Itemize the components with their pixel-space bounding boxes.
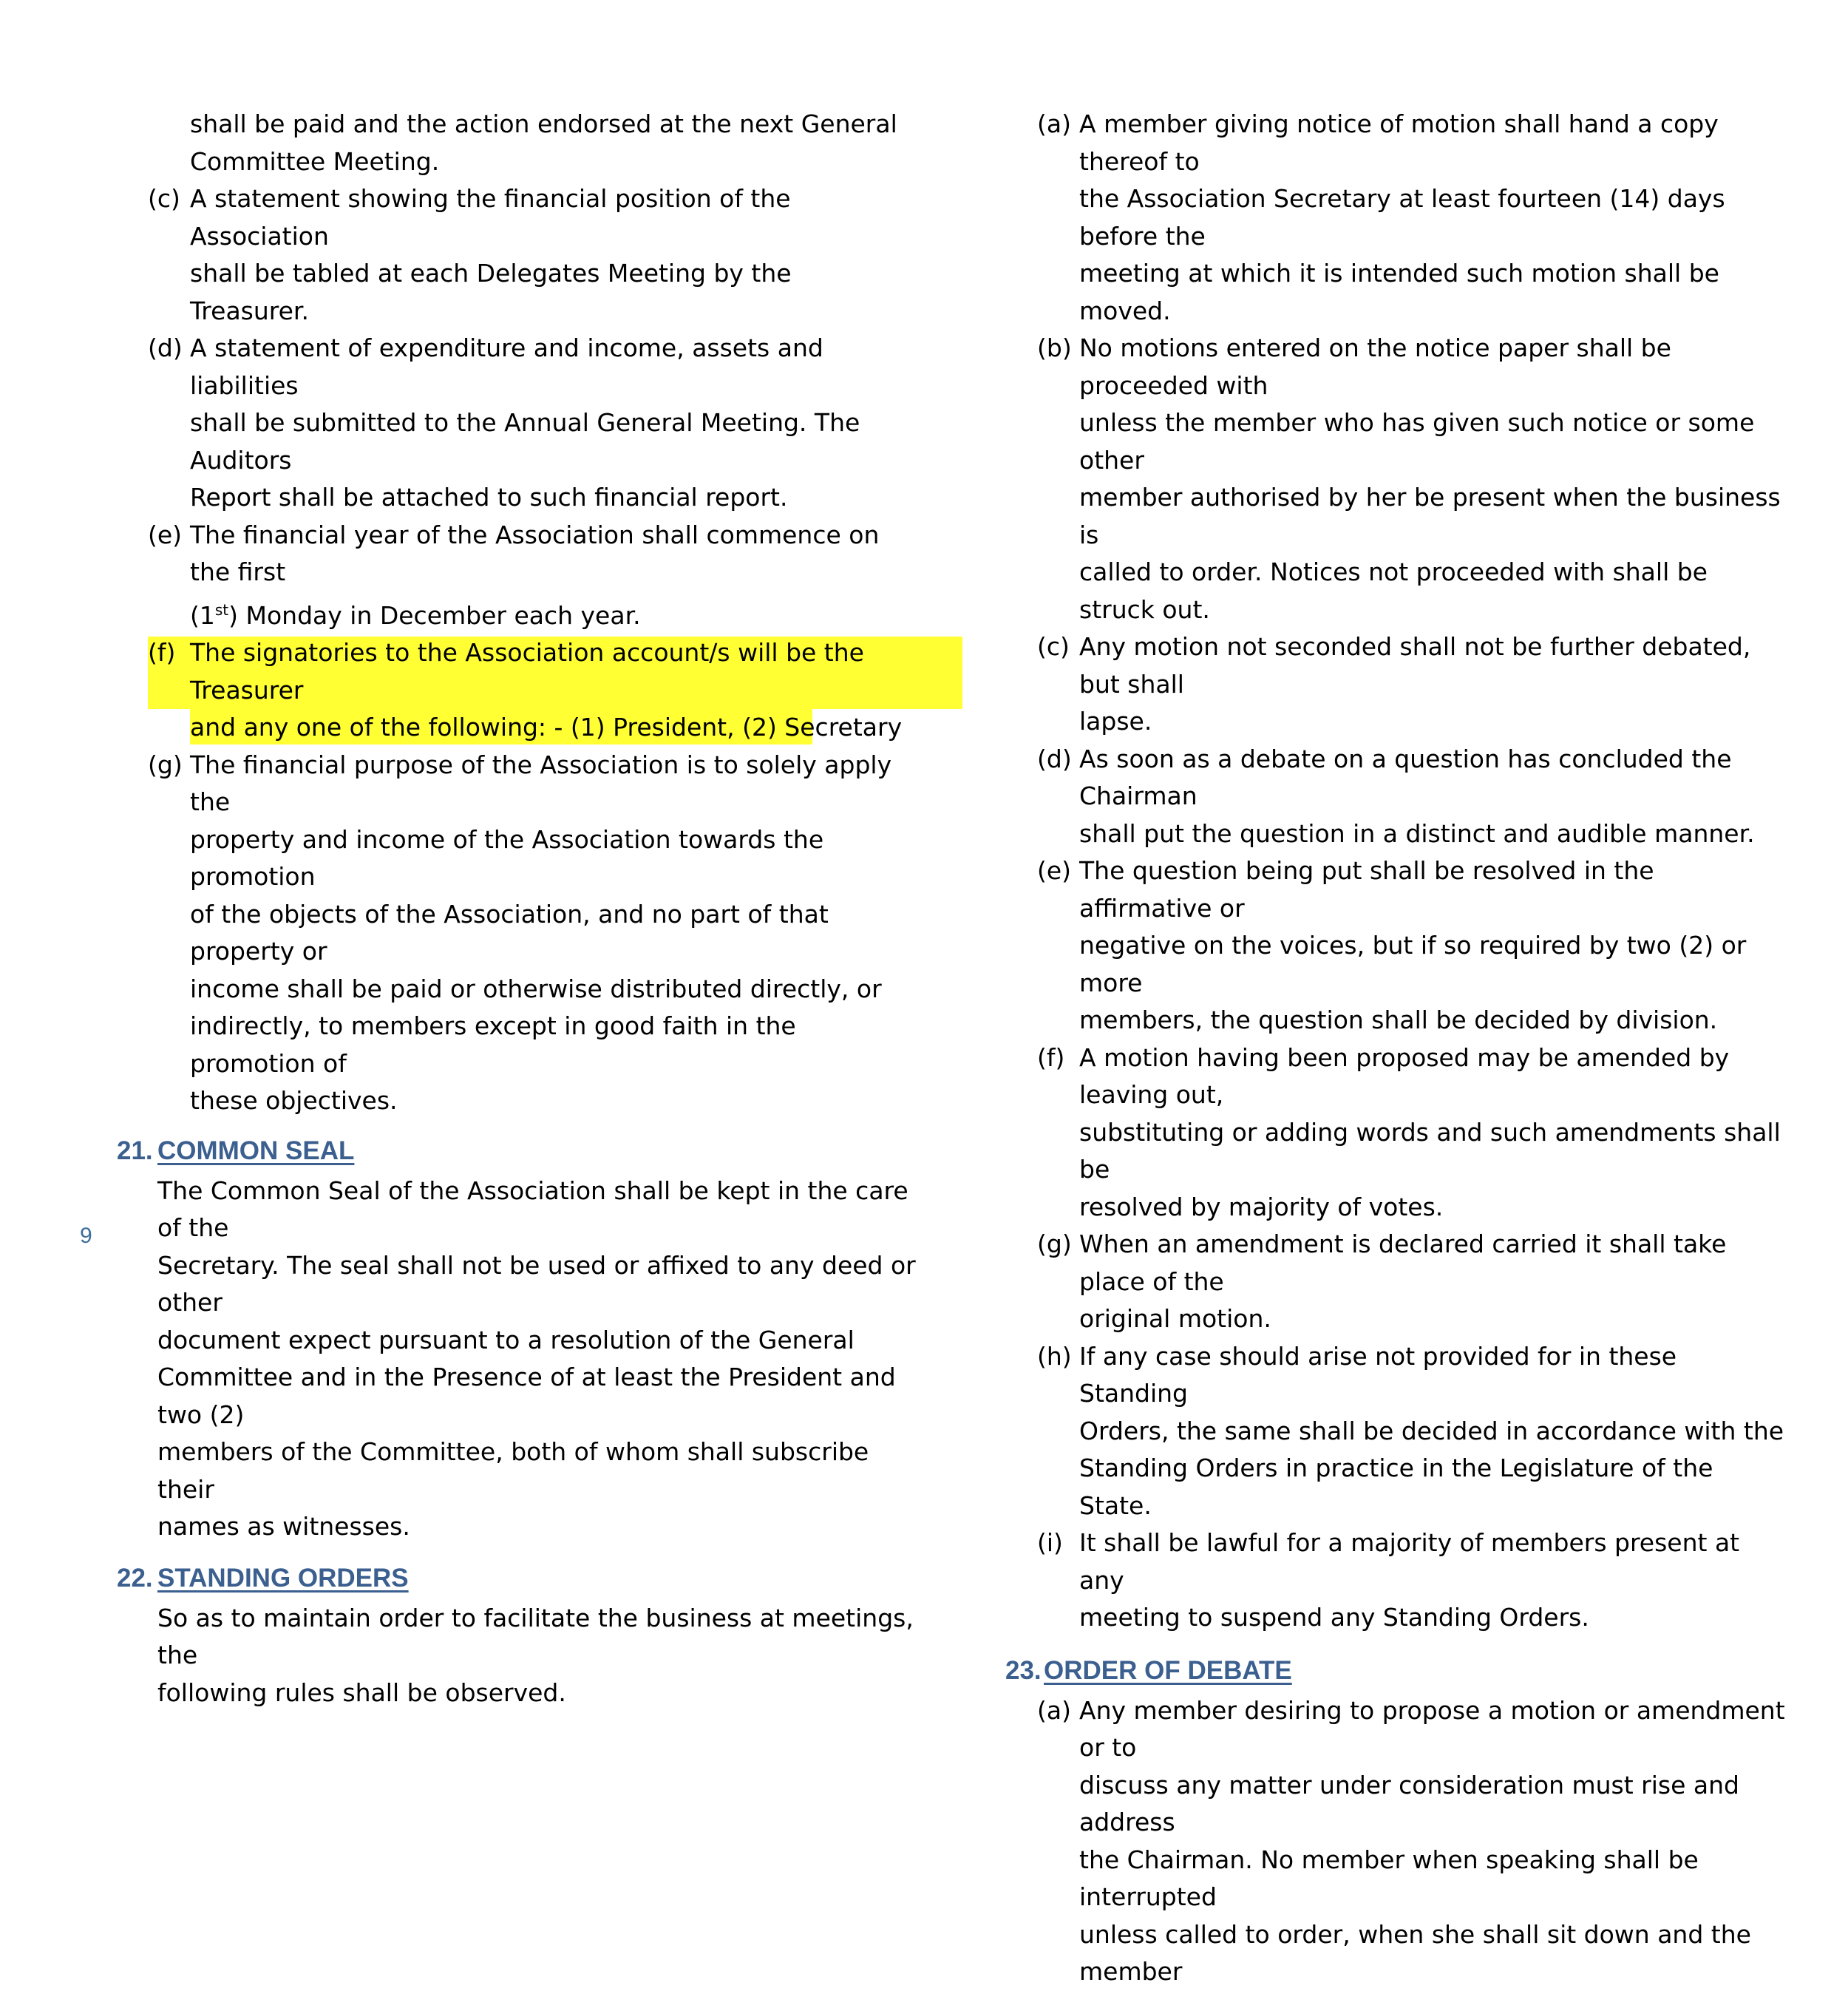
list-item-c — [74, 180, 917, 330]
text-line: income shall be paid or otherwise distributed directly, or — [190, 974, 882, 1003]
item-label: (g) — [148, 750, 183, 779]
text-line: shall be paid and the action endorsed at the next General — [190, 109, 897, 138]
continuation-text — [74, 106, 917, 180]
text-line: following rules shall be observed. — [157, 1678, 566, 1707]
item-label: (a) — [1037, 1695, 1071, 1725]
text-fragment: (1 — [190, 600, 215, 630]
list-item-e — [1005, 852, 1789, 1039]
text-line: A member giving notice of motion shall hand a copy thereof to — [1079, 109, 1719, 176]
text-line: Standing Orders in practice in the Legislature of the State. — [1079, 1454, 1713, 1520]
text-line: The financial year of the Association shall commence on the first — [190, 520, 880, 586]
text-line: meeting to suspend any Standing Orders. — [1079, 1603, 1589, 1632]
text-line: A statement of expenditure and income, assets and liabilities — [190, 333, 823, 400]
text-line: Any member desiring to propose a motion or amendment or to — [1079, 1695, 1785, 1762]
superscript: st — [214, 600, 229, 619]
text-line: lapse. — [1079, 707, 1152, 736]
list-item-e — [74, 517, 917, 635]
text-line: unless the member who has given such notice or some other — [1079, 408, 1755, 475]
text-line: The signatories to the Association account/s will be the Treasurer — [190, 638, 864, 705]
list-item-d — [1005, 741, 1789, 853]
text-line: members of the Committee, both of whom shall subscribe their — [157, 1437, 869, 1504]
text-line: of the objects of the Association, and no part of that property or — [190, 899, 829, 966]
item-label: (e) — [1037, 856, 1072, 885]
text-line: When an amendment is declared carried it shall take place of the — [1079, 1229, 1727, 1296]
text-line: Committee Meeting. — [190, 146, 440, 176]
left-column — [74, 106, 917, 1712]
text-line: Report shall be attached to such financial report. — [190, 483, 788, 512]
text-line: shall be tabled at each Delegates Meeting by the Treasurer. — [190, 259, 792, 325]
item-label: (f) — [1037, 1042, 1065, 1072]
text-line: original motion. — [1079, 1304, 1271, 1333]
item-label: (b) — [1037, 333, 1072, 362]
list-item-a — [1005, 1692, 1789, 1991]
text-line: It shall be lawful for a majority of members present at any — [1079, 1528, 1740, 1595]
text-line: the Association Secretary at least fourteen (14) days before the — [1079, 184, 1725, 251]
text-line: document expect pursuant to a resolution of the General — [157, 1325, 855, 1354]
text-line: shall be submitted to the Annual General Meeting. The Auditors — [190, 408, 860, 475]
item-label: (g) — [1037, 1229, 1072, 1258]
text-line: member authorised by her be present when the business is — [1079, 483, 1781, 549]
text-line: A statement showing the financial position of the Association — [190, 184, 791, 251]
text-line: discuss any matter under consideration must rise and address — [1079, 1770, 1739, 1836]
list-item-f — [1005, 1039, 1789, 1227]
item-label: (c) — [148, 184, 180, 213]
page-number: 9 — [80, 1224, 92, 1248]
list-item-i — [1005, 1524, 1789, 1637]
item-label: (d) — [148, 333, 183, 362]
list-item-a — [1005, 106, 1789, 330]
text-line: If any case should arise not provided for in these Standing — [1079, 1341, 1677, 1408]
section-heading-23 — [1005, 1653, 1789, 1689]
text-line: So as to maintain order to facilitate the business at meetings, the — [157, 1603, 914, 1669]
list-item-f-highlighted — [74, 634, 917, 747]
text-line: The Common Seal of the Association shall be kept in the care of the — [157, 1176, 908, 1242]
section-title: STANDING ORDERS — [157, 1563, 409, 1593]
text-line: unless called to order, when she shall sit down and the member — [1079, 1919, 1751, 1986]
item-label: (h) — [1037, 1341, 1072, 1371]
text-line: The question being put shall be resolved in the affirmative or — [1079, 856, 1654, 923]
section-heading-21 — [74, 1133, 917, 1169]
list-item-g — [74, 747, 917, 1120]
text-line: resolved by majority of votes. — [1079, 1192, 1444, 1221]
list-item-b — [1005, 330, 1789, 628]
item-label: (i) — [1037, 1528, 1063, 1557]
list-item-g — [1005, 1226, 1789, 1338]
item-label: (e) — [148, 520, 183, 549]
text-line: As soon as a debate on a question has concluded the Chairman — [1079, 744, 1732, 810]
text-line: and any one of the following: - (1) President, (2) Secretary — [190, 713, 903, 742]
item-label: (a) — [1037, 109, 1071, 138]
section-title: ORDER OF DEBATE — [1044, 1655, 1292, 1685]
text-fragment: ) Monday in December each year. — [228, 600, 641, 630]
text-line: the Chairman. No member when speaking shall be interrupted — [1079, 1845, 1699, 1911]
section-number: 22. — [117, 1563, 153, 1593]
text-line: property and income of the Association towards the promotion — [190, 824, 824, 891]
right-column — [1005, 106, 1789, 1991]
item-label: (c) — [1037, 632, 1070, 661]
item-label: (d) — [1037, 744, 1072, 773]
section-22-body — [74, 1600, 917, 1712]
section-number: 21. — [117, 1136, 153, 1165]
text-line: negative on the voices, but if so required by two (2) or more — [1079, 931, 1747, 997]
text-line: indirectly, to members except in good faith in the promotion of — [190, 1011, 796, 1078]
text-line: these objectives. — [190, 1086, 398, 1115]
item-label: (f) — [148, 638, 176, 667]
text-line: The financial purpose of the Association is to solely apply the — [190, 750, 892, 816]
text-line: names as witnesses. — [157, 1512, 410, 1541]
text-line: Orders, the same shall be decided in accordance with the — [1079, 1416, 1784, 1445]
text-line: A motion having been proposed may be amended by leaving out, — [1079, 1042, 1730, 1109]
section-title: COMMON SEAL — [157, 1136, 355, 1165]
text-line: shall put the question in a distinct and audible manner. — [1079, 818, 1755, 848]
list-item-h — [1005, 1338, 1789, 1525]
section-21-body — [74, 1173, 917, 1546]
text-line: substituting or adding words and such amendments shall be — [1079, 1117, 1781, 1184]
text-line — [190, 591, 917, 635]
highlight-row — [74, 709, 917, 747]
text-line: No motions entered on the notice paper shall be proceeded with — [1079, 333, 1671, 400]
section-heading-22 — [74, 1561, 917, 1596]
text-line: called to order. Notices not proceeded with shall be struck out. — [1079, 557, 1708, 624]
highlight-row — [74, 634, 917, 709]
list-item-c — [1005, 628, 1789, 741]
section-number: 23. — [1005, 1655, 1042, 1685]
text-line: Committee and in the Presence of at least the President and two (2) — [157, 1363, 896, 1429]
text-line: meeting at which it is intended such motion shall be moved. — [1079, 259, 1719, 325]
list-item-d — [74, 330, 917, 517]
text-line: Any motion not seconded shall not be further debated, but shall — [1079, 632, 1751, 699]
text-line: Secretary. The seal shall not be used or affixed to any deed or other — [157, 1250, 916, 1317]
text-line: members, the question shall be decided by division. — [1079, 1005, 1718, 1034]
